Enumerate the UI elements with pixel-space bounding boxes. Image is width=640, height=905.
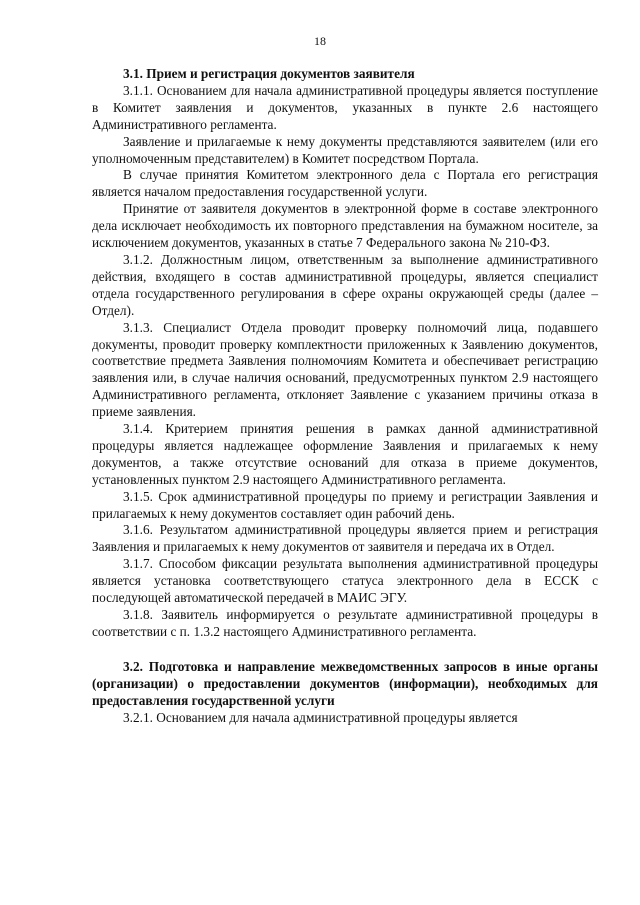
paragraph-3-1-4: 3.1.4. Критерием принятия решения в рамках данной административной процедуры является надлежащее оформление Заявления и прилагаемых к нему документов, а также отсутствие оснований для отказа в приеме документов, установленных пунктом 2.9 настоящего Административного регламента. [92, 421, 598, 487]
paragraph-3-1-2: 3.1.2. Должностным лицом, ответственным за выполнение административного действия, входящего в состав административной процедуры, является специалист отдела государственного регулирования в сфере охраны окружающей среды (далее – Отдел). [92, 251, 598, 318]
paragraph-application-submission: Заявление и прилагаемые к нему документы представляются заявителем (или его уполномоченным представителем) в Комитет посредством Портала. [92, 133, 598, 166]
page-number: 18 [314, 34, 326, 48]
paragraph-3-1-7: 3.1.7. Способом фиксации результата выполнения административной процедуры является установка соответствующего статуса электронного дела в ЕССК с последующей автоматической передачей в МАИС ЭГУ. [92, 556, 598, 606]
paragraph-registration-start: В случае принятия Комитетом электронного дела с Портала его регистрация является началом предоставления государственной услуги. [92, 167, 598, 200]
section-3-1-heading: 3.1. Прием и регистрация документов заявителя [123, 66, 415, 81]
paragraph-3-1-3: 3.1.3. Специалист Отдела проводит проверку полномочий лица, подавшего документы, проводит проверку комплектности приложенных к Заявлению документов, соответствие предмета Заявления полномочиям Комитета и обеспечивает регистрацию заявления или, в случае наличия оснований, предусмотренных пунктом 2.9 настоящего Административного регламента, отклоняет Заявление с указанием причины отказа в приеме заявления. [92, 319, 598, 420]
paragraph-3-1-5: 3.1.5. Срок административной процедуры по приему и регистрации Заявления и прилагаемых к нему документов составляет один рабочий день. [92, 488, 598, 521]
paragraph-3-1-1: 3.1.1. Основанием для начала административной процедуры является поступление в Комитет заявления и документов, указанных в пункте 2.6 настоящего Административного регламента. [92, 82, 598, 132]
paragraph-electronic-documents: Принятие от заявителя документов в электронной форме в составе электронного дела исключает необходимость их повторного представления на бумажном носителе, за исключением документов, указанных в статье 7 Федерального закона № 210-ФЗ. [92, 201, 598, 251]
section-3-2-heading: 3.2. Подготовка и направление межведомственных запросов в иные органы (организации) о предоставлении документов (информации), необходимых для предоставления государственной услуги [92, 658, 598, 708]
page-content [92, 66, 598, 726]
paragraph-3-1-6: 3.1.6. Результатом административной процедуры является прием и регистрация Заявления и прилагаемых к нему документов от заявителя и передача их в Отдел. [92, 522, 598, 555]
paragraph-3-2-1: 3.2.1. Основанием для начала административной процедуры является [123, 709, 518, 725]
paragraph-3-1-8: 3.1.8. Заявитель информируется о результате административной процедуры в соответствии с п. 1.3.2 настоящего Административного регламента. [92, 607, 598, 639]
